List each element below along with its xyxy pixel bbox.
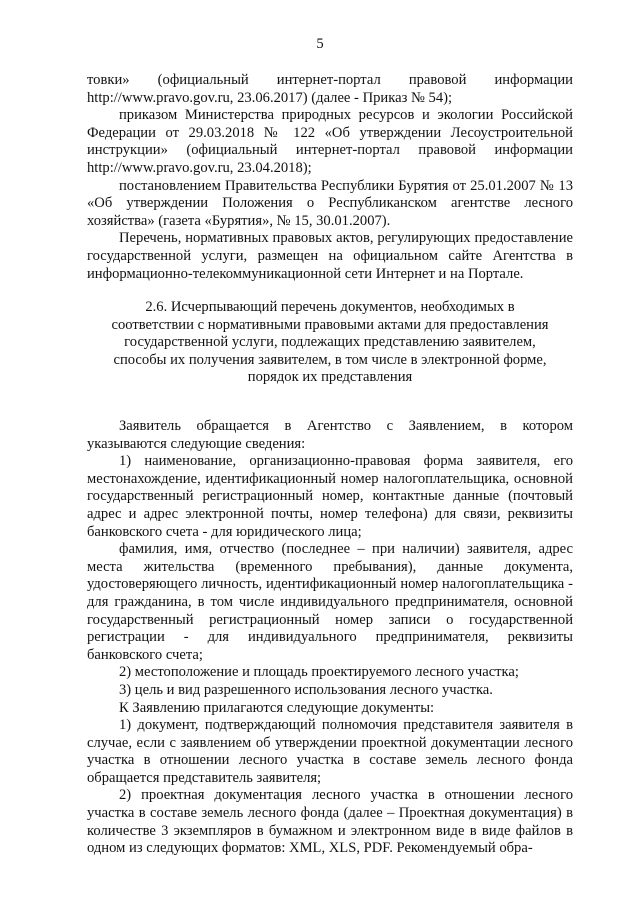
legal-basis-section (87, 72, 573, 283)
heading-line-3: государственной услуги, подлежащих представлению заявителем, (124, 334, 536, 351)
documents-section (87, 418, 573, 858)
heading-line-1: 2.6. Исчерпывающий перечень документов, необходимых в (145, 299, 515, 315)
paragraph-p11: 1) документ, подтверждающий полномочия представителя заявителя в случае, если с заявлением об утверждении проектной документации лесного участка в отношении лесного участка в составе земель лесного фонда обращается представитель заявителя; (87, 717, 573, 786)
paragraph-p4: Перечень, нормативных правовых актов, регулирующих предоставление государственной услуги, размещен на официальном сайте Агентства в информационно-телекоммуникационной сети Интернет и на Портале. (87, 230, 573, 282)
paragraph-p7: фамилия, имя, отчество (последнее – при наличии) заявителя, адрес места жительства (временного пребывания), данные документа, удостоверяющего личность, идентификационный номер налогоплательщика - для гражданина, в том числе индивидуального предпринимателя, основной государственный регистрационный номер записи о государственной регистрации - для индивидуального предпринимателя, реквизиты банковского счета; (87, 541, 573, 663)
paragraph-p6: 1) наименование, организационно-правовая форма заявителя, его местонахождение, идентификационный номер налогоплательщика, основной государственный регистрационный номер, контактные данные (почтовый адрес и адрес электронной почты, номер телефона) для связи, реквизиты банковского счета - для юридического лица; (87, 453, 573, 540)
paragraph-p10: К Заявлению прилагаются следующие документы: (119, 699, 435, 716)
paragraph-p12: 2) проектная документация лесного участка в отношении лесного участка в составе земель лесного фонда (далее – Проектная документация) в количестве 3 экземпляров в бумажном и электронном виде в виде файлов в одном из следующих форматов: XML, XLS, PDF. Рекомендуемый обра- (87, 787, 573, 857)
heading-line-5: порядок их представления (247, 369, 413, 386)
paragraph-p1: товки» (официальный интернет-портал правовой информации http://www.pravo.gov.ru, 23.06.2017) (далее - Приказ № 54); (87, 72, 573, 106)
section-heading (87, 299, 573, 387)
page-number: 5 (316, 36, 324, 52)
heading-line-4: способы их получения заявителем, в том числе в электронной форме, (113, 351, 547, 368)
paragraph-p8: 2) местоположение и площадь проектируемого лесного участка; (119, 664, 519, 681)
heading-line-2: соответствии с нормативными правовыми актами для предоставления (111, 316, 549, 333)
paragraph-p9: 3) цель и вид разрешенного использования лесного участка. (119, 681, 493, 698)
paragraph-p5: Заявитель обращается в Агентство с Заявлением, в котором указываются следующие сведения: (87, 418, 573, 452)
paragraph-p2: приказом Министерства природных ресурсов и экологии Российской Федерации от 29.03.2018 № 122 «Об утверждении Лесоустроительной инструкции» (официальный интернет-портал правовой информации http://www.pravo.gov.ru, 23.04.2018); (87, 107, 573, 176)
paragraph-p3: постановлением Правительства Республики Бурятия от 25.01.2007 № 13 «Об утверждении Положения о Республиканском агентстве лесного хозяйства» (газета «Бурятия», № 15, 30.01.2007). (87, 177, 573, 229)
